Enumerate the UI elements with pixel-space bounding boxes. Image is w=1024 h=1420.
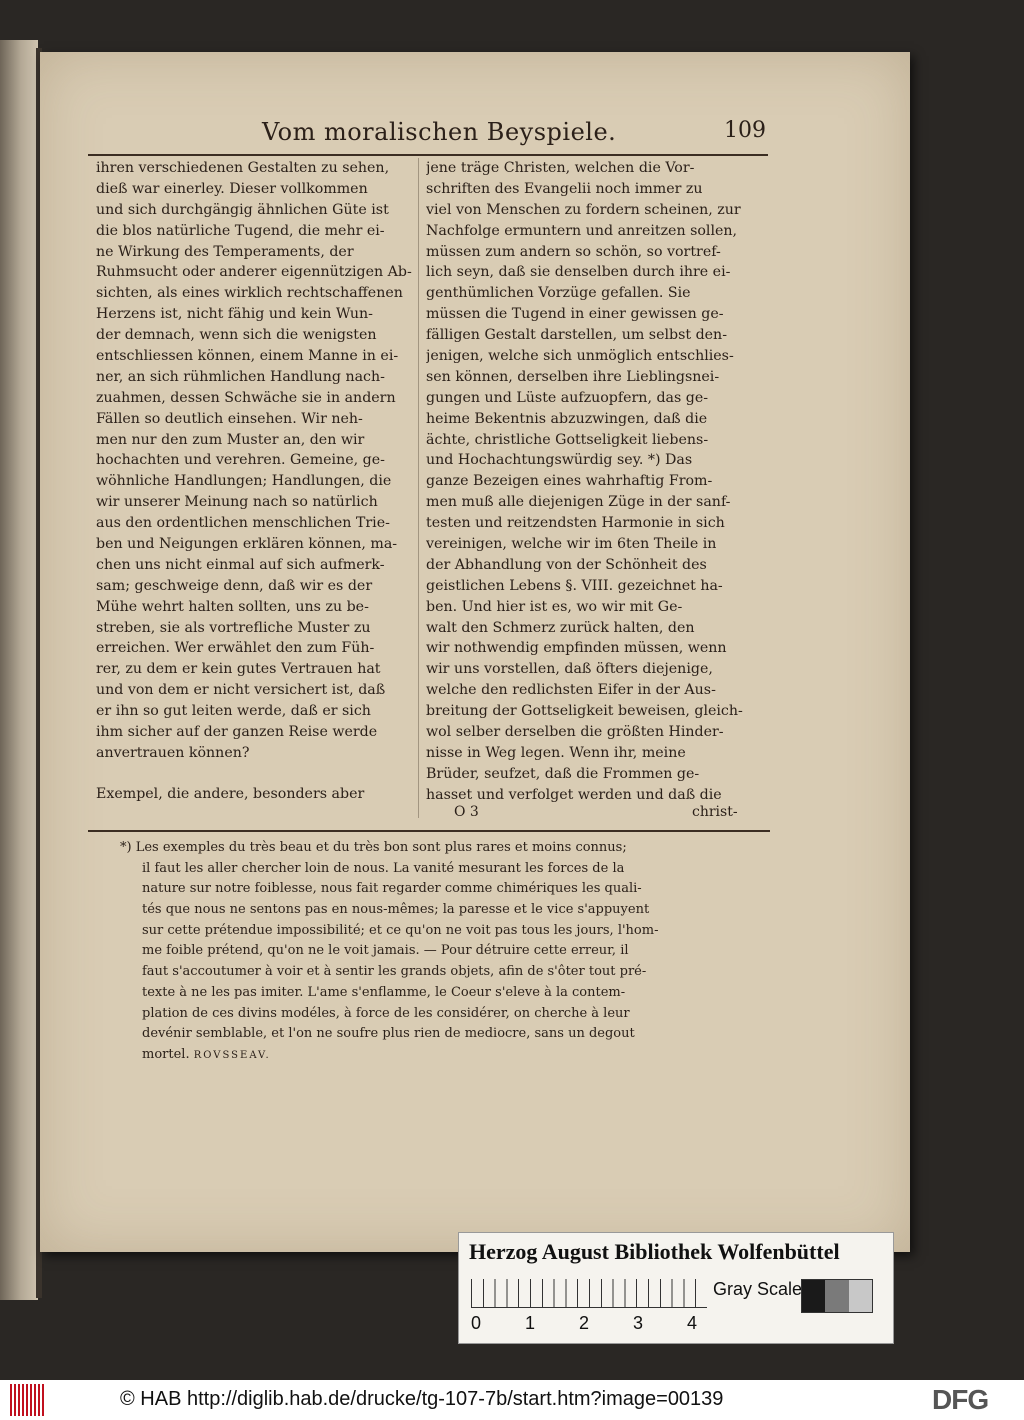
text-line: vereinigen, welche wir im 6ten Theile in [426, 536, 717, 553]
footnote-line: *) Les exemples du très beau et du très bon sont plus rares et moins connus; [120, 840, 627, 855]
footnote-line: devénir semblable, et l'on ne soufre plus rien de mediocre, sans un degout [142, 1026, 635, 1042]
text-line: Fällen so deutlich einsehen. Wir neh- [96, 410, 363, 427]
text-line: streben, sie als vortrefliche Muster zu [96, 619, 371, 636]
scale-ruler [471, 1279, 707, 1308]
footer-bar [0, 1380, 1024, 1420]
text-line: sen können, derselben ihre Lieblingsnei- [426, 368, 720, 385]
text-line: ner, an sich rühmlichen Handlung nach- [96, 368, 385, 385]
catchword: christ- [692, 804, 738, 820]
text-line: wir uns vorstellen, daß öfters diejenige, [426, 661, 713, 678]
text-line: Brüder, seufzet, daß die Frommen ge- [426, 765, 700, 782]
footnote-line: sur cette prétendue impossibilité; et ce qu'on ne voit pas tous les jours, l'hom- [142, 922, 659, 938]
text-line: zuahmen, dessen Schwäche sie in andern [96, 389, 396, 406]
text-line: wol selber derselben die größten Hinder- [426, 724, 724, 741]
adjacent-page-edge [0, 40, 38, 1300]
grayscale-label: Gray Scale [713, 1279, 803, 1299]
ruler-number: 2 [579, 1313, 590, 1333]
footnote-line: mortel. ROVSSEAV. [142, 1046, 271, 1062]
left-text-column [96, 158, 424, 805]
signature-mark: O 3 [454, 804, 479, 820]
text-line: walt den Schmerz zurück halten, den [426, 619, 695, 636]
text-line: jene träge Christen, welchen die Vor- [426, 160, 695, 176]
text-line: men muß alle diejenigen Züge in der sanf- [426, 494, 731, 511]
text-line: Herzens ist, nicht fähig und kein Wun- [96, 306, 373, 323]
dfg-logo: DFG [932, 1384, 989, 1415]
footnote-line: plation de ces divins modéles, à force de les considérer, on cherche à leur [142, 1005, 630, 1021]
text-line: genthümlichen Vorzüge gefallen. Sie [426, 285, 691, 302]
barcode-icon [10, 1384, 46, 1416]
text-line: Mühe wehrt halten sollten, uns zu be- [96, 598, 369, 615]
credit-link[interactable]: © HAB http://diglib.hab.de/drucke/tg-107-7b/start.htm?image=00139 [120, 1388, 724, 1410]
text-line: Nachfolge ermuntern und anreitzen sollen, [426, 222, 738, 239]
text-line: ihren verschiedenen Gestalten zu sehen, [96, 160, 390, 176]
text-line: schriften des Evangelii noch immer zu [426, 180, 703, 197]
library-name: Herzog August Bibliothek Wolfenbüttel [469, 1239, 840, 1264]
text-line: testen und reitzendsten Harmonie in sich [426, 515, 725, 532]
footnote-line: texte à ne les pas imiter. L'ame s'enflamme, le Coeur s'eleve à la contem- [142, 984, 626, 1000]
text-line: und von dem er nicht versichert ist, daß [96, 682, 386, 699]
text-line: erreichen. Wer erwählet den zum Füh- [96, 640, 375, 657]
footnote-line: tés que nous ne sentons pas en nous-mêmes; la paresse et le vice s'appuyent [142, 902, 650, 918]
ruler-number: 4 [687, 1313, 698, 1333]
text-line: hasset und verfolget werden und daß die [426, 786, 722, 803]
text-line: müssen die Tugend in einer gewissen ge- [426, 306, 724, 323]
text-line: ben. Und hier ist es, wo wir mit Ge- [426, 598, 683, 615]
text-line: und Hochachtungswürdig sey. *) Das [426, 452, 693, 469]
text-line: dieß war einerley. Dieser vollkommen [96, 180, 368, 197]
grayscale-swatch [849, 1280, 872, 1312]
text-line: geistlichen Lebens §. VIII. gezeichnet ha- [426, 577, 723, 594]
text-line: aus den ordentlichen menschlichen Trie- [96, 515, 390, 532]
text-line: entschliessen können, einem Manne in ei- [96, 348, 399, 365]
text-line: ihm sicher auf der ganzen Reise werde [96, 724, 378, 741]
text-line: rer, zu dem er kein gutes Vertrauen hat [96, 661, 381, 678]
page-number: 109 [724, 118, 766, 143]
text-line: Ruhmsucht oder anderer eigennützigen Ab- [96, 264, 412, 281]
ruler-number: 0 [471, 1313, 482, 1333]
text-line: der demnach, wenn sich die wenigsten [96, 327, 377, 344]
footnote-line: nature sur notre foiblesse, nous fait regarder comme chimériques les quali- [142, 881, 642, 897]
footnote-line: faut s'accoutumer à voir et à sentir les grands objets, afin de s'ôter tout pré- [142, 964, 647, 980]
running-title: Vom moralischen Beyspiele. [262, 118, 617, 146]
text-line: ne Wirkung des Temperaments, der [96, 243, 354, 260]
footnote [120, 838, 772, 1066]
text-line: welche den redlichsten Eifer in der Aus- [426, 682, 716, 699]
text-line: breitung der Gottseligkeit beweisen, gleich- [426, 703, 743, 720]
grayscale-swatches [801, 1279, 873, 1313]
text-line: sam; geschweige denn, daß wir es der [96, 577, 373, 594]
text-line: Exempel, die andere, besonders aber [96, 785, 365, 802]
footnote-author: ROVSSEAV. [193, 1049, 271, 1061]
text-line: anvertrauen können? [96, 744, 250, 761]
book-page [40, 52, 910, 1252]
grayscale-swatch [802, 1280, 825, 1312]
text-line: ben und Neigungen erklären können, ma- [96, 536, 398, 553]
header-rule [88, 154, 768, 156]
column-divider [418, 158, 419, 818]
text-line: wir nothwendig empfinden müssen, wenn [426, 640, 727, 657]
text-line: jenigen, welche sich unmöglich entschlies- [426, 348, 734, 365]
text-line: ganze Bezeigen eines wahrhaftig From- [426, 473, 713, 490]
paragraph-gap [96, 764, 424, 784]
text-line: und sich durchgängig ähnlichen Güte ist [96, 201, 389, 218]
text-line: nisse in Weg legen. Wenn ihr, meine [426, 744, 686, 761]
text-line: viel von Menschen zu fordern scheinen, zur [426, 201, 741, 218]
text-line: chen uns nicht einmal auf sich aufmerk- [96, 556, 385, 573]
footnote-line: me foible prétend, qu'on ne le voit jamais. — Pour détruire cette erreur, il [142, 943, 629, 959]
right-text-column [426, 158, 762, 806]
library-color-card [458, 1232, 894, 1344]
text-line: ächte, christliche Gottseligkeit liebens- [426, 431, 709, 448]
text-line: fälligen Gestalt darstellen, um selbst den- [426, 327, 727, 344]
text-line: wöhnliche Handlungen; Handlungen, die [96, 473, 392, 490]
text-line: müssen zum andern so schön, so vortref- [426, 243, 721, 260]
text-line: gungen und Lüste aufzuopfern, das ge- [426, 389, 709, 406]
text-line: lich seyn, daß sie denselben durch ihre ei- [426, 264, 731, 281]
text-line: men nur den zum Muster an, den wir [96, 431, 365, 448]
text-line: sichten, als eines wirklich rechtschaffenen [96, 285, 403, 302]
text-line: hochachten und verehren. Gemeine, ge- [96, 452, 385, 469]
text-line: der Abhandlung von der Schönheit des [426, 556, 707, 573]
footnote-line: il faut les aller chercher loin de nous. La vanité mesurant les forces de la [142, 860, 625, 876]
text-line: er ihn so gut leiten werde, daß er sich [96, 703, 371, 720]
text-line: heime Bekentnis abzuzwingen, daß die [426, 410, 708, 427]
ruler-number: 3 [633, 1313, 644, 1333]
grayscale-swatch [825, 1280, 848, 1312]
text-line: die blos natürliche Tugend, die mehr ei- [96, 222, 385, 239]
ruler-number: 1 [525, 1313, 536, 1333]
footnote-rule [88, 830, 770, 832]
text-line: wir unserer Meinung nach so natürlich [96, 494, 378, 511]
